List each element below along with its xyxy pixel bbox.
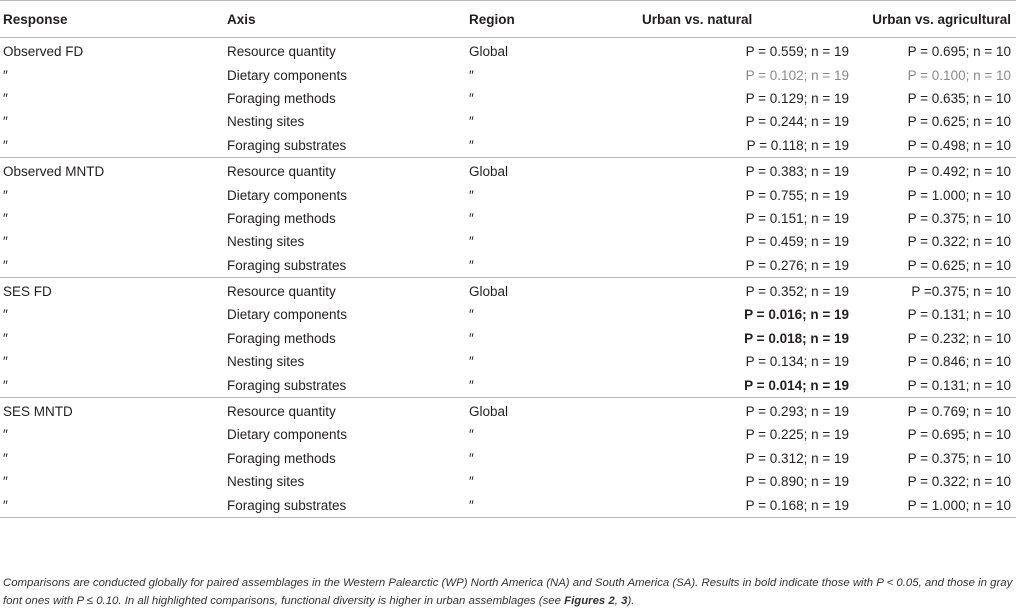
header-urban-vs-agricultural: Urban vs. agricultural [854, 1, 1016, 38]
cell-urban-vs-natural: P = 0.016; n = 19 [744, 307, 849, 323]
cell-urban-vs-natural: P = 0.459; n = 19 [745, 234, 849, 250]
cell-urban-vs-natural: P = 0.102; n = 19 [745, 67, 849, 83]
figure-link-2[interactable]: Figures 2 [564, 594, 615, 607]
cell-urban-vs-natural: P = 0.352; n = 19 [745, 284, 849, 300]
cell-axis: Foraging substrates [227, 257, 347, 273]
cell-region: ″ [469, 307, 474, 323]
cell-axis: Resource quantity [227, 164, 336, 180]
cell-urban-vs-agricultural: P =0.375; n = 10 [911, 284, 1011, 300]
cell-urban-vs-agricultural: P = 0.131; n = 10 [907, 377, 1011, 393]
cell-urban-vs-agricultural: P = 0.695; n = 10 [907, 44, 1011, 60]
cell-response: SES FD [3, 284, 52, 300]
cell-urban-vs-natural: P = 0.383; n = 19 [745, 164, 849, 180]
table-row [0, 207, 1016, 230]
cell-urban-vs-natural: P = 0.276; n = 19 [745, 257, 849, 273]
table-row [0, 397, 1016, 423]
cell-axis: Resource quantity [227, 404, 336, 420]
cell-region: ″ [469, 210, 474, 226]
cell-response: ″ [3, 497, 8, 513]
cell-urban-vs-natural: P = 0.293; n = 19 [745, 404, 849, 420]
cell-urban-vs-agricultural: P = 0.322; n = 10 [907, 234, 1011, 250]
cell-response: ″ [3, 114, 8, 130]
group-observed-mntd [0, 157, 1016, 277]
cell-urban-vs-natural: P = 0.151; n = 19 [745, 210, 849, 226]
cell-axis: Foraging methods [227, 330, 336, 346]
cell-region: ″ [469, 427, 474, 443]
cell-response: SES MNTD [3, 404, 73, 420]
cell-urban-vs-agricultural: P = 1.000; n = 10 [907, 187, 1011, 203]
cell-axis: Nesting sites [227, 474, 305, 490]
cell-axis: Nesting sites [227, 234, 305, 250]
table-row [0, 447, 1016, 470]
cell-axis: Nesting sites [227, 354, 305, 370]
table-row [0, 277, 1016, 303]
table-row [0, 183, 1016, 206]
group-observed-fd [0, 38, 1016, 158]
cell-axis: Foraging methods [227, 450, 336, 466]
cell-response: ″ [3, 427, 8, 443]
cell-region: Global [469, 284, 509, 300]
table-row [0, 493, 1016, 517]
cell-response: ″ [3, 474, 8, 490]
table-row [0, 134, 1016, 158]
header-axis: Axis [227, 1, 469, 38]
cell-axis: Foraging methods [227, 90, 336, 106]
cell-response: ″ [3, 450, 8, 466]
table-row [0, 157, 1016, 183]
table-row [0, 470, 1016, 493]
cell-response: ″ [3, 234, 8, 250]
cell-urban-vs-agricultural: P = 0.375; n = 10 [907, 210, 1011, 226]
cell-region: ″ [469, 67, 474, 83]
table-row [0, 254, 1016, 278]
cell-urban-vs-natural: P = 0.134; n = 19 [745, 354, 849, 370]
cell-urban-vs-natural: P = 0.118; n = 19 [746, 137, 849, 153]
cell-axis: Dietary components [227, 307, 348, 323]
cell-response: ″ [3, 90, 8, 106]
cell-region: ″ [469, 450, 474, 466]
header-region: Region [469, 1, 639, 38]
cell-region: ″ [469, 234, 474, 250]
table-row [0, 303, 1016, 326]
cell-response: ″ [3, 377, 8, 393]
cell-axis: Foraging substrates [227, 137, 347, 153]
header-response: Response [0, 1, 227, 38]
cell-region: ″ [469, 330, 474, 346]
table-row [0, 327, 1016, 350]
cell-response: ″ [3, 307, 8, 323]
table-row [0, 38, 1016, 64]
table-row [0, 230, 1016, 253]
cell-axis: Nesting sites [227, 114, 305, 130]
cell-response: ″ [3, 257, 8, 273]
cell-axis: Resource quantity [227, 44, 336, 60]
group-ses-fd [0, 277, 1016, 397]
cell-response: ″ [3, 137, 8, 153]
cell-axis: Dietary components [227, 67, 348, 83]
cell-urban-vs-natural: P = 0.312; n = 19 [745, 450, 849, 466]
cell-response: Observed MNTD [3, 164, 105, 180]
cell-urban-vs-agricultural: P = 0.100; n = 10 [907, 67, 1011, 83]
cell-region: ″ [469, 377, 474, 393]
cell-urban-vs-agricultural: P = 0.232; n = 10 [907, 330, 1011, 346]
cell-urban-vs-natural: P = 0.018; n = 19 [744, 330, 849, 346]
table-row [0, 423, 1016, 446]
cell-urban-vs-natural: P = 0.014; n = 19 [744, 377, 849, 393]
cell-urban-vs-agricultural: P = 1.000; n = 10 [907, 497, 1011, 513]
cell-urban-vs-natural: P = 0.890; n = 19 [745, 474, 849, 490]
cell-urban-vs-agricultural: P = 0.131; n = 10 [907, 307, 1011, 323]
footnote-text: Comparisons are conducted globally for paired assemblages in the Western Palearctic (WP) North America (NA) and South America (SA). Results in bold indicate those with P < 0.05, and those in gray font ones with P ≤ 0.10. In all highlighted comparisons, functional diversity is higher in urban assemblages (see [3, 577, 1013, 607]
cell-urban-vs-agricultural: P = 0.625; n = 10 [907, 114, 1011, 130]
cell-urban-vs-natural: P = 0.559; n = 19 [745, 44, 849, 60]
cell-urban-vs-natural: P = 0.168; n = 19 [745, 497, 849, 513]
cell-region: ″ [469, 90, 474, 106]
cell-axis: Foraging substrates [227, 497, 347, 513]
cell-urban-vs-agricultural: P = 0.846; n = 10 [907, 354, 1011, 370]
cell-urban-vs-natural: P = 0.225; n = 19 [745, 427, 849, 443]
cell-axis: Dietary components [227, 187, 348, 203]
cell-axis: Dietary components [227, 427, 348, 443]
cell-response: ″ [3, 330, 8, 346]
cell-urban-vs-agricultural: P = 0.492; n = 10 [907, 164, 1011, 180]
cell-urban-vs-agricultural: P = 0.695; n = 10 [907, 427, 1011, 443]
table-row [0, 87, 1016, 110]
cell-region: Global [469, 164, 509, 180]
cell-urban-vs-agricultural: P = 0.322; n = 10 [907, 474, 1011, 490]
cell-region: ″ [469, 187, 474, 203]
footnote-separator: , [614, 594, 622, 607]
cell-region: ″ [469, 497, 474, 513]
header-row [0, 1, 1016, 38]
cell-urban-vs-agricultural: P = 0.375; n = 10 [907, 450, 1011, 466]
cell-region: Global [469, 404, 509, 420]
cell-urban-vs-agricultural: P = 0.635; n = 10 [907, 90, 1011, 106]
cell-region: ″ [469, 474, 474, 490]
cell-urban-vs-natural: P = 0.755; n = 19 [745, 187, 849, 203]
cell-response: ″ [3, 354, 8, 370]
cell-urban-vs-agricultural: P = 0.769; n = 10 [907, 404, 1011, 420]
cell-axis: Foraging methods [227, 210, 336, 226]
cell-response: ″ [3, 210, 8, 226]
cell-urban-vs-natural: P = 0.129; n = 19 [745, 90, 849, 106]
footnote-end: ). [627, 594, 635, 607]
cell-response: ″ [3, 67, 8, 83]
table-footnote [3, 575, 1013, 610]
table-row [0, 350, 1016, 373]
cell-response: ″ [3, 187, 8, 203]
cell-region: ″ [469, 257, 474, 273]
group-ses-mntd [0, 397, 1016, 517]
figure-link-3[interactable]: 3 [621, 594, 628, 607]
cell-region: Global [469, 44, 509, 60]
cell-region: ″ [469, 354, 474, 370]
cell-urban-vs-agricultural: P = 0.625; n = 10 [907, 257, 1011, 273]
cell-region: ″ [469, 114, 474, 130]
cell-urban-vs-agricultural: P = 0.498; n = 10 [907, 137, 1011, 153]
cell-axis: Resource quantity [227, 284, 336, 300]
table-row [0, 373, 1016, 397]
cell-urban-vs-natural: P = 0.244; n = 19 [745, 114, 849, 130]
cell-axis: Foraging substrates [227, 377, 347, 393]
cell-region: ″ [469, 137, 474, 153]
cell-response: Observed FD [3, 44, 84, 60]
table-row [0, 63, 1016, 86]
table-row [0, 110, 1016, 133]
header-urban-vs-natural: Urban vs. natural [639, 1, 854, 38]
